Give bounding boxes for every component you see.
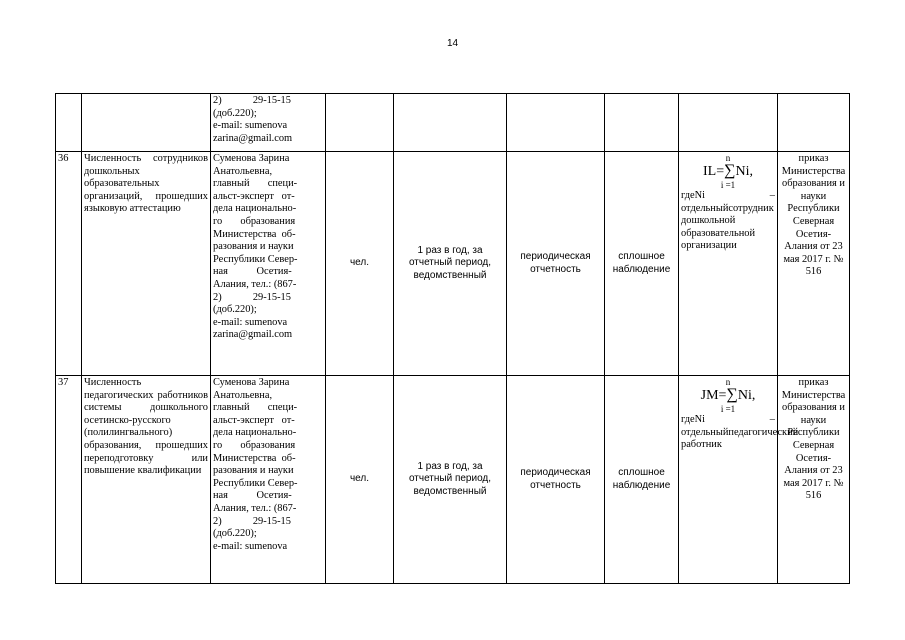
- responsible-line: ная Осетия-: [213, 490, 292, 502]
- table-row: [56, 152, 850, 376]
- formula-description: гдеNi – отдельныйсотрудник дошкольной образовательной организации: [681, 190, 775, 252]
- periodicity-cell: 1 раз в год, за отчетный период, ведомственный: [394, 152, 507, 376]
- responsible-line: Республики Север-: [213, 253, 298, 265]
- responsible-line: Министерства об-: [213, 228, 296, 240]
- formula-lower-limit: i =1: [720, 180, 736, 190]
- responsible-line: zarina@gmail.com: [213, 329, 293, 341]
- formula-upper-limit: n: [725, 153, 731, 163]
- responsible-line: главный специ-: [213, 178, 298, 190]
- formula-lhs: IL=: [702, 164, 725, 179]
- responsible-line: разования и науки: [213, 241, 294, 253]
- responsible-line: Анатольевна,: [213, 389, 273, 401]
- responsible-line: альст-эксперт от-: [213, 190, 295, 202]
- method-cell: сплошное наблюдение: [605, 152, 679, 376]
- responsible-line: (доб.220);: [213, 107, 257, 119]
- formula-expression: [681, 163, 775, 180]
- row-number: 37: [56, 376, 82, 584]
- periodicity-cell: [394, 94, 507, 152]
- responsible-line: (доб.220);: [213, 304, 257, 316]
- formula-upper-limit: n: [725, 377, 731, 387]
- row-number: [56, 94, 82, 152]
- responsible-line: (доб.220);: [213, 528, 257, 540]
- form-cell: периодическая отчетность: [507, 376, 605, 584]
- responsible-line: Суменова Зарина: [213, 153, 290, 164]
- responsible-line: Алания, тел.: (867-: [213, 502, 297, 514]
- responsible-line: дела национально-: [213, 203, 297, 215]
- order-cell: приказ Министерства образования и науки Республики Северная Осетия-Алания от 23 мая 2017 г. № 516: [778, 152, 850, 376]
- indicator-cell: [82, 94, 211, 152]
- responsible-line: го образования: [213, 215, 296, 227]
- form-cell: периодическая отчетность: [507, 152, 605, 376]
- order-cell: [778, 94, 850, 152]
- formula: [681, 153, 775, 190]
- responsible-line: 2) 29-15-15: [213, 291, 291, 303]
- responsible-line: альст-эксперт от-: [213, 414, 295, 426]
- responsible-line: ная Осетия-: [213, 266, 292, 278]
- indicator-cell: Численность педагогических работников системы дошкольного осетинско-русского (полилингвального) образования, прошедших переподготовку или повышение квалификации: [82, 376, 211, 584]
- formula-expression: [681, 387, 775, 404]
- responsible-line: Суменова Зарина: [213, 377, 290, 388]
- responsible-line: Республики Север-: [213, 477, 298, 489]
- form-cell: [507, 94, 605, 152]
- method-cell: сплошное наблюдение: [605, 376, 679, 584]
- formula-cell: [679, 152, 778, 376]
- formula-lower-limit: i =1: [720, 404, 736, 414]
- responsible-line: e-mail: sumenova: [213, 120, 288, 132]
- responsible-cell: [211, 376, 326, 584]
- formula-description: гдеNi – отдельныйпедагогический работник: [681, 414, 799, 451]
- formula-cell: [679, 94, 778, 152]
- method-cell: [605, 94, 679, 152]
- formula-cell: [679, 376, 799, 584]
- periodicity-cell: 1 раз в год, за отчетный период, ведомственный: [394, 376, 507, 584]
- responsible-line: Анатольевна,: [213, 165, 273, 177]
- indicator-cell: Численность сотрудников дошкольных образовательных организаций, прошедших языковую аттестацию: [82, 152, 211, 376]
- responsible-line: e-mail: sumenova: [213, 540, 288, 552]
- sigma-symbol: ∑: [724, 162, 736, 179]
- formula-rhs: Ni,: [737, 388, 756, 403]
- responsible-line: го образования: [213, 439, 296, 451]
- unit-cell: чел.: [326, 152, 394, 376]
- table-row: [56, 94, 850, 152]
- responsible-line: Министерства об-: [213, 452, 296, 464]
- formula-rhs: Ni,: [735, 164, 753, 179]
- responsible-cell: [211, 94, 326, 152]
- page-number: 14: [446, 38, 459, 49]
- responsible-line: 2) 29-15-15: [213, 95, 291, 106]
- responsible-cell: [211, 152, 326, 376]
- responsible-line: 2) 29-15-15: [213, 515, 291, 527]
- order-cell: приказ Министерства образования и науки Республики Северная Осетия-Алания от 23 мая 2017 г. № 516: [778, 376, 850, 584]
- indicators-table: [55, 93, 850, 584]
- unit-cell: чел.: [326, 376, 394, 584]
- unit-cell: [326, 94, 394, 152]
- formula: [681, 377, 775, 414]
- row-number: 36: [56, 152, 82, 376]
- formula-lhs: JM=: [700, 388, 727, 403]
- responsible-line: Алания, тел.: (867-: [213, 278, 297, 290]
- responsible-line: разования и науки: [213, 465, 294, 477]
- table-row: [56, 376, 850, 584]
- sigma-symbol: ∑: [726, 386, 738, 403]
- responsible-line: zarina@gmail.com: [213, 132, 293, 144]
- responsible-line: e-mail: sumenova: [213, 316, 288, 328]
- responsible-line: главный специ-: [213, 402, 298, 414]
- responsible-line: дела национально-: [213, 427, 297, 439]
